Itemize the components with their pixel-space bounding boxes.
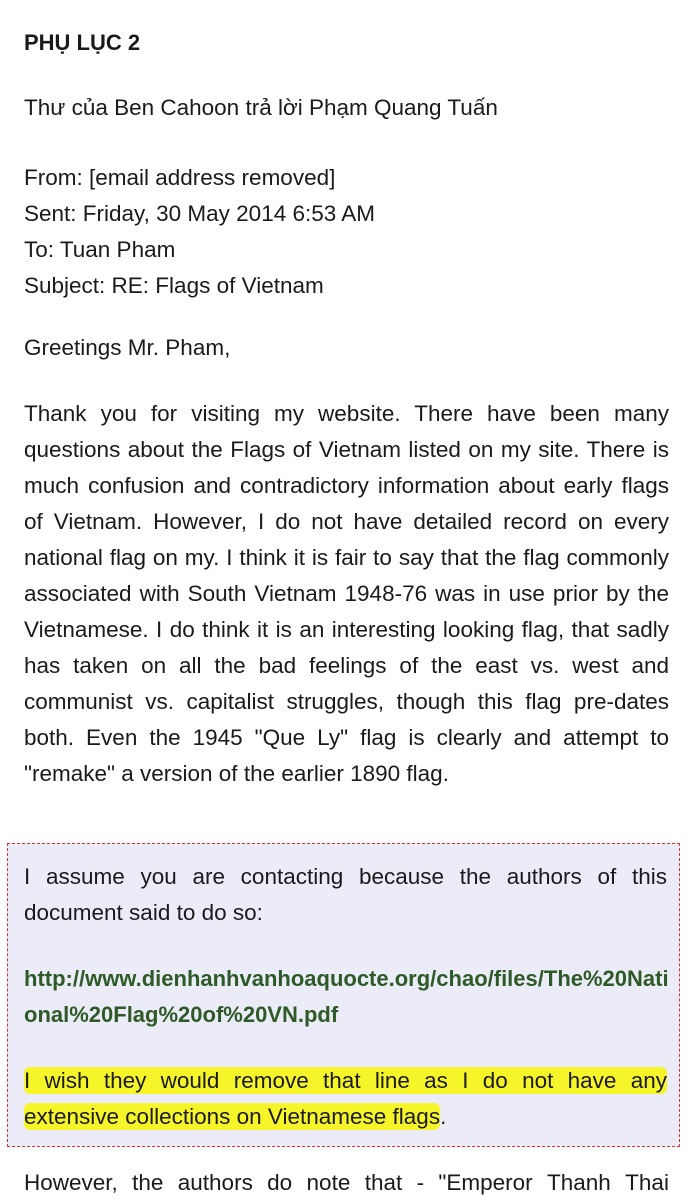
tail-word: that bbox=[364, 1170, 403, 1195]
email-headers bbox=[24, 160, 375, 304]
document-link[interactable]: http://www.dienhanhvanhoaquocte.org/chao/files/The%20National%20Flag%20of%20VN.pdf bbox=[24, 966, 669, 1027]
tail-word: Thai bbox=[625, 1170, 669, 1195]
boxed-highlight-paragraph bbox=[24, 1063, 667, 1135]
email-from: From: [email address removed] bbox=[24, 165, 336, 190]
body-paragraph-tail bbox=[24, 1165, 669, 1201]
tail-word: Thanh bbox=[547, 1170, 611, 1195]
highlighted-excerpt-box bbox=[7, 843, 680, 1147]
greeting: Greetings Mr. Pham, bbox=[24, 335, 231, 360]
letter-subtitle: Thư của Ben Cahoon trả lời Phạm Quang Tuấn bbox=[24, 95, 498, 120]
tail-word: "Emperor bbox=[438, 1170, 533, 1195]
body-paragraph-1: Thank you for visiting my website. There have been many questions about the Flags of Vietnam listed on my site. There is much confusion and contradictory information about early flags of Vietnam. However, I do not have detailed record on every national flag on my. I think it is fair to say that the flag commonly associated with South Vietnam 1948-76 was in use prior by the Vietnamese. I do think it is an interesting looking flag, that sadly has taken on all the bad feelings of the east vs. west and communist vs. capitalist struggles, though this flag pre-dates both. Even the 1945 "Que Ly" flag is clearly and attempt to "remake" a version of the earlier 1890 flag. bbox=[24, 401, 669, 786]
tail-word: do bbox=[267, 1170, 293, 1195]
tail-word: However, bbox=[24, 1170, 118, 1195]
highlighted-text: I wish they would remove that line as I do not have any extensive collections on Vietnamese flags bbox=[24, 1068, 667, 1129]
boxed-paragraph: I assume you are contacting because the authors of this document said to do so: bbox=[24, 864, 667, 925]
tail-word: authors bbox=[177, 1170, 253, 1195]
tail-word: note bbox=[306, 1170, 351, 1195]
tail-word: - bbox=[416, 1170, 425, 1195]
appendix-heading: PHỤ LỤC 2 bbox=[24, 30, 141, 55]
email-to: To: Tuan Pham bbox=[24, 237, 176, 262]
highlight-period: . bbox=[440, 1104, 447, 1129]
tail-word: the bbox=[132, 1170, 164, 1195]
email-sent: Sent: Friday, 30 May 2014 6:53 AM bbox=[24, 201, 376, 226]
tail-line bbox=[24, 1165, 669, 1201]
email-subject: Subject: RE: Flags of Vietnam bbox=[24, 273, 324, 298]
